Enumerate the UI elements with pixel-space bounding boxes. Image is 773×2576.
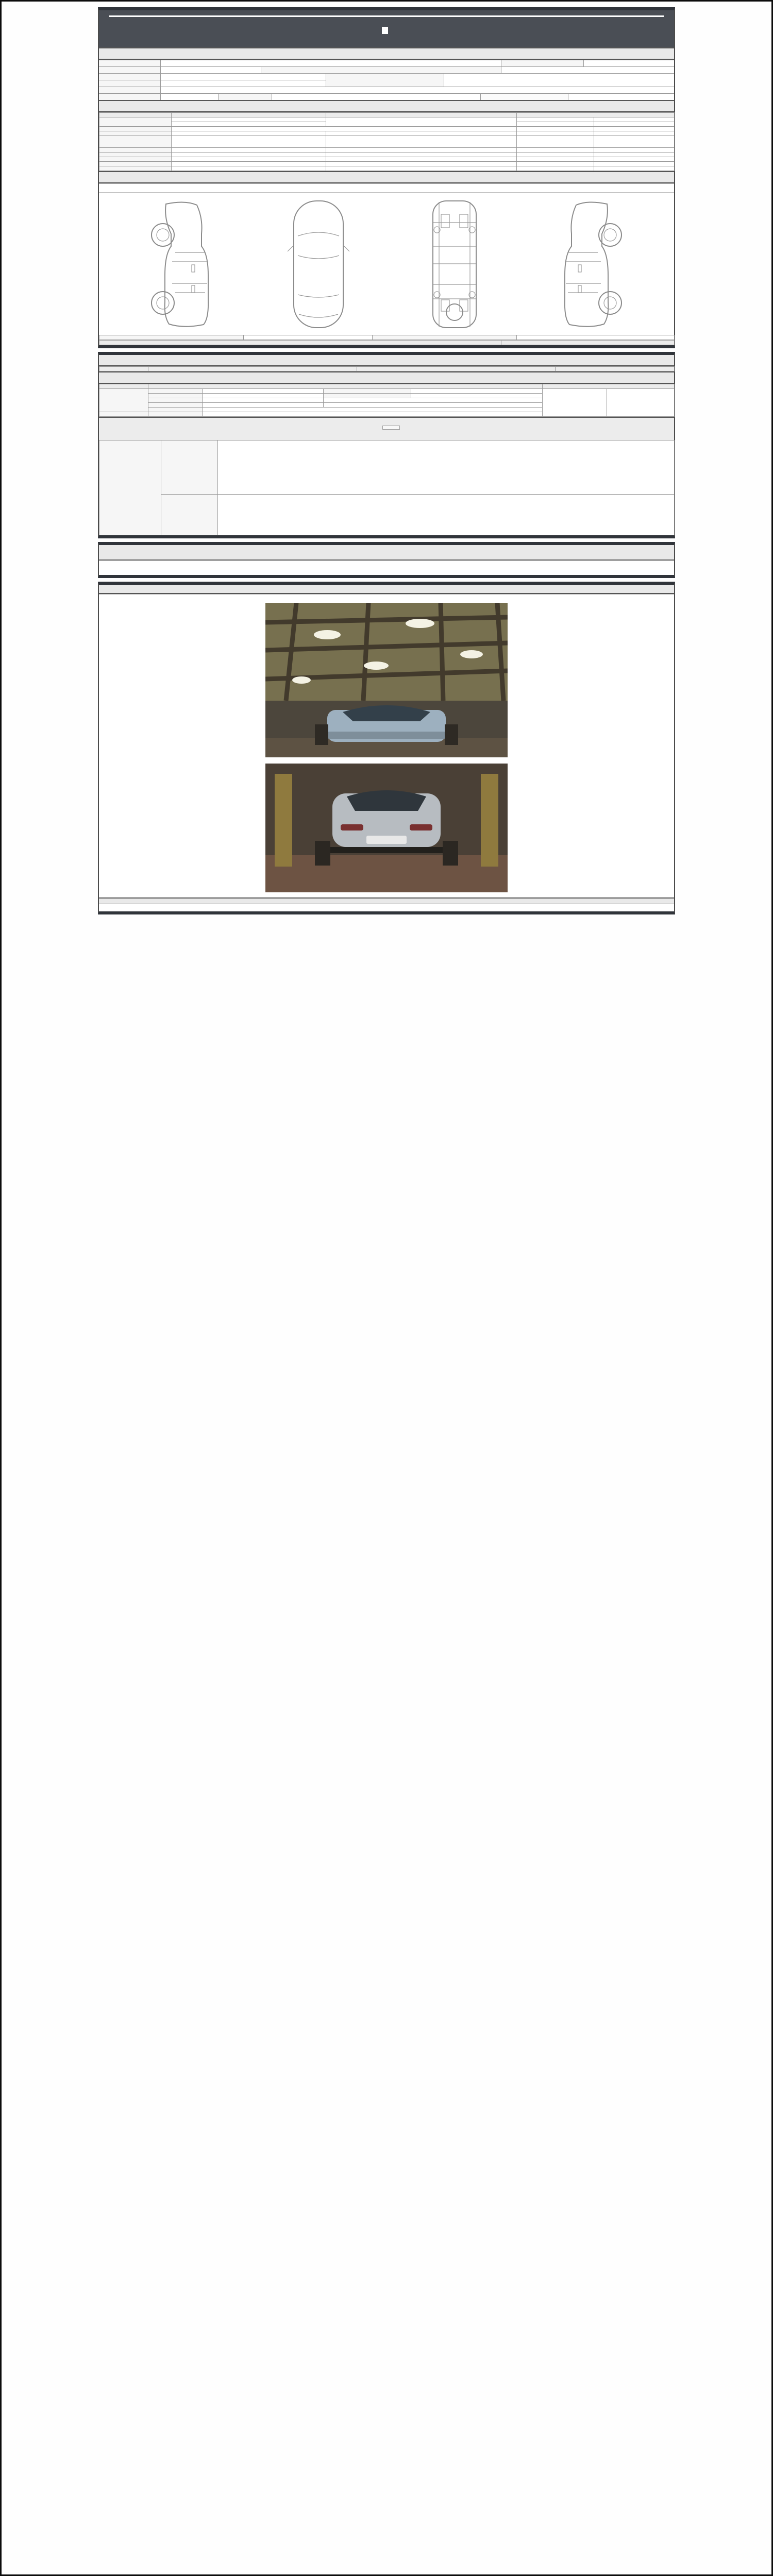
recall-price (517, 166, 594, 171)
car-name-label (99, 60, 161, 66)
other-remark (607, 389, 675, 417)
col-major-device (99, 367, 148, 371)
section-overall-header (99, 100, 674, 112)
model-year-value (161, 67, 261, 73)
reg-number-value (584, 60, 674, 66)
inspection-period-label (261, 67, 501, 73)
repair-needed-label (99, 389, 148, 412)
tuning-item (326, 136, 517, 148)
engine-type-label (99, 94, 161, 100)
usage-change-label (99, 152, 172, 157)
tire-positions (324, 403, 543, 408)
simple-repair-label (373, 335, 517, 340)
warranty-type-options (272, 94, 481, 100)
emission-status (172, 131, 326, 136)
row-emission (99, 131, 675, 136)
usage-change-item (326, 152, 517, 157)
car-bottom-diagram (403, 197, 506, 332)
overall-status-table (99, 112, 675, 171)
interior-options (411, 389, 543, 394)
tire-label (148, 403, 203, 408)
appraiser-label (161, 495, 218, 535)
detail-status-table (99, 366, 675, 371)
emission-item (326, 131, 517, 136)
mileage-label (99, 117, 172, 127)
color-status (172, 157, 326, 162)
possession-options (203, 412, 543, 417)
simple-repair-options (517, 335, 675, 340)
reg-number-label (501, 60, 584, 66)
exterior-options (203, 389, 324, 394)
recall-item (326, 166, 517, 171)
car-side-right-diagram (539, 197, 642, 332)
vin-label (99, 80, 161, 87)
other-col-empty (99, 384, 148, 389)
card-photos (98, 582, 675, 914)
base-price-label (481, 94, 568, 100)
inspection-photos (99, 594, 674, 897)
signature-text (99, 904, 674, 911)
inspector-label (161, 440, 218, 495)
usage-change-remark (594, 152, 675, 157)
basic-items-label (99, 412, 148, 417)
filled-square-icon (382, 27, 388, 34)
base-price-value (568, 94, 674, 100)
polish-options (203, 394, 324, 398)
wheel-options (203, 398, 324, 403)
recall-label (99, 166, 172, 171)
col-item-part (326, 113, 517, 117)
special-item (326, 148, 517, 152)
main-options-status (172, 162, 326, 166)
special-remark (594, 148, 675, 152)
row-tuning (99, 136, 675, 148)
page-number-3 (98, 538, 675, 542)
accident-history-row (99, 335, 675, 340)
appraiser-remarks (218, 495, 675, 535)
col-status (172, 113, 326, 117)
glass-label (148, 408, 203, 412)
exterior-label (148, 389, 203, 394)
row-special (99, 148, 675, 152)
possession-label (148, 412, 203, 417)
model-year-label (99, 67, 161, 73)
page-number-2 (98, 348, 675, 352)
section-notice-header (99, 545, 674, 561)
mileage-item (326, 117, 517, 127)
mileage-status1 (172, 117, 326, 122)
header-rule (109, 15, 664, 17)
car-side-left-diagram (131, 197, 234, 332)
glass-options (203, 408, 543, 412)
col-detail-item (148, 367, 357, 371)
mileage-price1 (517, 117, 594, 122)
car-name-value (161, 60, 501, 66)
wheel-positions (324, 398, 543, 403)
col-detail-price (556, 367, 675, 371)
remarks-table (99, 440, 675, 535)
car-top-diagram (267, 197, 370, 332)
card-page3-notice (98, 542, 675, 578)
main-options-label (99, 162, 172, 166)
card-page1 (98, 7, 675, 348)
remarks-label (99, 440, 161, 535)
panel-header (99, 341, 501, 345)
photo-car-rear-on-lift (265, 764, 508, 892)
col-detail-status (357, 367, 556, 371)
first-reg-value (161, 74, 326, 80)
accident-history-options (244, 335, 373, 340)
tuning-price (517, 136, 594, 148)
vin-mark-price (517, 127, 594, 131)
vin-mark-remark (594, 127, 675, 131)
final-price-value (382, 426, 400, 430)
row-vin-mark (99, 127, 675, 131)
notice-body (99, 561, 674, 575)
photo-workshop-ceiling-lift (265, 603, 508, 757)
section-detail-header (99, 355, 674, 366)
fuel-options (161, 87, 674, 93)
section-accident-header (99, 171, 674, 183)
vin-value (161, 80, 326, 87)
notice-title (99, 550, 674, 556)
transmission-label (326, 74, 444, 87)
signature-title (99, 897, 674, 904)
page-number-4 (98, 578, 675, 582)
inspector-remarks (218, 440, 675, 495)
wheel-label (148, 398, 203, 403)
final-price-block (99, 417, 674, 440)
fuel-label (99, 87, 161, 93)
room-cleaning-label (324, 394, 411, 398)
main-options-remark (594, 162, 675, 166)
tuning-label (99, 136, 172, 148)
emission-label (99, 131, 172, 136)
tire-options (203, 403, 324, 408)
main-options-price (517, 162, 594, 166)
section-other-header (99, 371, 674, 384)
usage-change-price (517, 152, 594, 157)
special-price (517, 148, 594, 152)
other-price (543, 389, 607, 417)
row-color (99, 157, 675, 162)
engine-type-value (161, 94, 219, 100)
row-exterior (99, 389, 675, 394)
mileage-status2 (172, 122, 326, 127)
other-col-item (148, 384, 543, 389)
row-recall (99, 166, 675, 171)
color-remark (594, 157, 675, 162)
col-usage-history (99, 113, 172, 117)
first-reg-label (99, 74, 161, 80)
interior-label (324, 389, 411, 394)
document-header (99, 10, 674, 47)
main-options-item (326, 162, 517, 166)
row-usage-change (99, 152, 675, 157)
emission-remark (594, 131, 675, 136)
accident-notes (99, 183, 674, 192)
polish-label (148, 394, 203, 398)
other-info-table (99, 384, 675, 417)
mileage-price2 (517, 122, 594, 127)
inspection-period-value (501, 67, 674, 73)
accident-history-label (99, 335, 244, 340)
color-label (99, 157, 172, 162)
document-subtitle (109, 26, 664, 35)
mileage-remark1 (594, 117, 675, 122)
row-mileage-1 (99, 117, 675, 122)
mileage-remark2 (594, 122, 675, 127)
panel-rank-table (99, 340, 675, 345)
other-col-price (543, 384, 675, 389)
card-page2 (98, 352, 675, 538)
emission-price (517, 131, 594, 136)
special-label (99, 148, 172, 152)
recall-remark (594, 166, 675, 171)
panel-price-header (501, 341, 675, 345)
vin-mark-label (99, 127, 172, 131)
color-price (517, 157, 594, 162)
page-top-line (98, 2, 675, 7)
col-price-remark (517, 113, 675, 117)
recall-status (172, 166, 326, 171)
tuning-status (172, 136, 326, 148)
special-status (172, 148, 326, 152)
usage-change-status (172, 152, 326, 157)
warranty-type-label (219, 94, 272, 100)
row-main-options (99, 162, 675, 166)
vin-mark-status (172, 127, 517, 131)
room-cleaning-options (411, 394, 543, 398)
basic-info-table (99, 60, 674, 100)
section-photos-header (99, 585, 674, 594)
tuning-remark (594, 136, 675, 148)
section-basic-info-header (99, 47, 674, 60)
transmission-options (444, 74, 674, 87)
car-diagram-panel (99, 192, 674, 335)
color-item (326, 157, 517, 162)
